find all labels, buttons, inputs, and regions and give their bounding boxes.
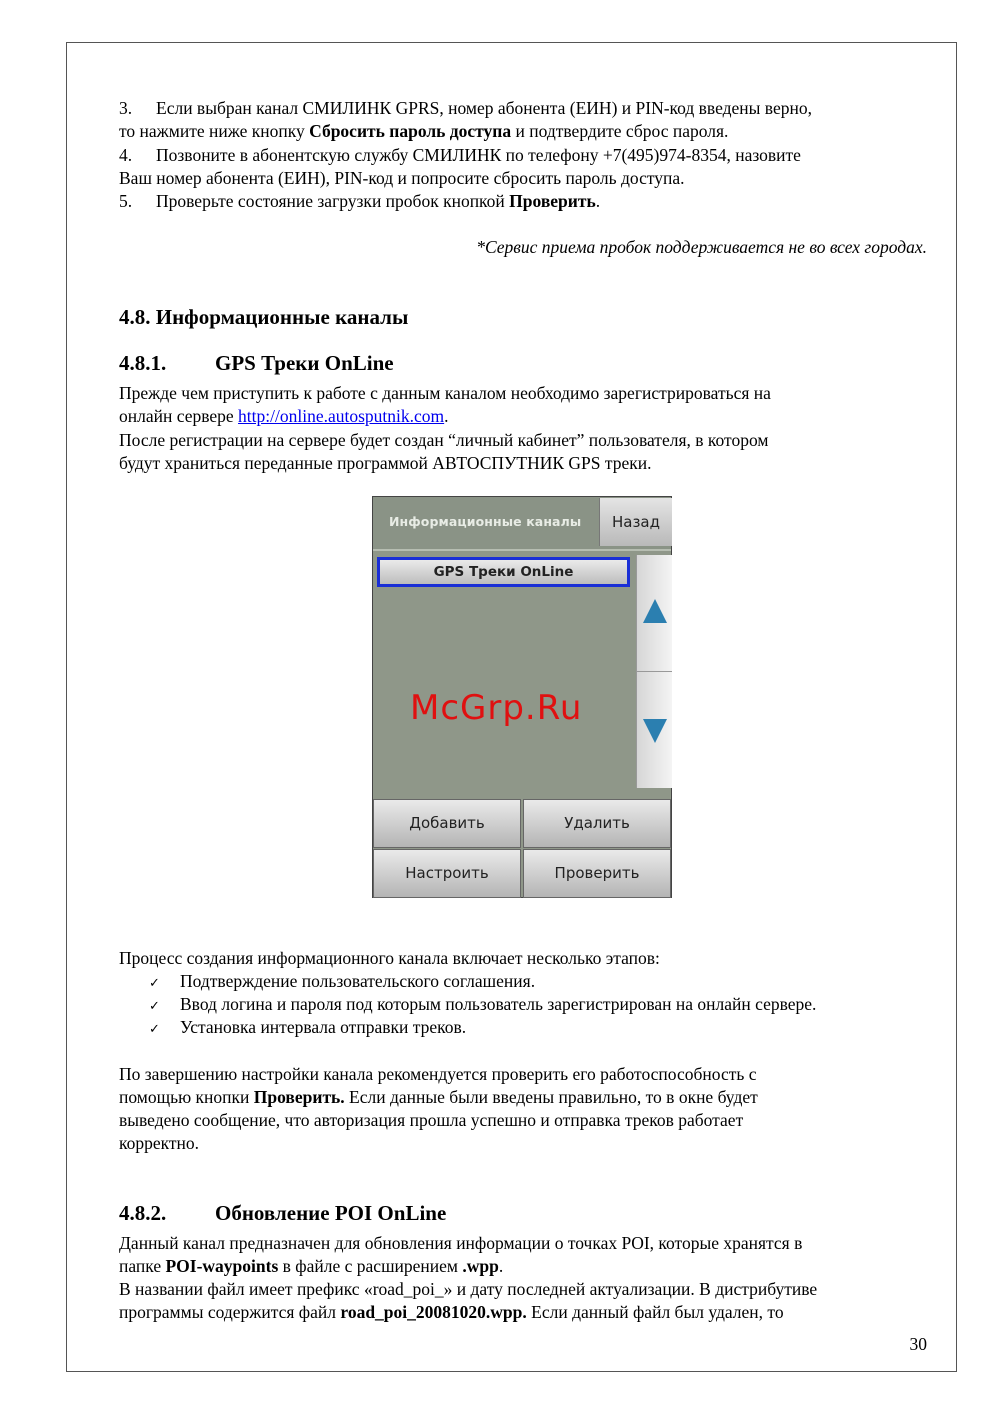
process-item-3: ✓ Установка интервала отправки треков. xyxy=(149,1016,466,1041)
poi-para-line3: В названии файл имеет префикс «road_poi_» и дату последней актуализации. В дистрибутиве xyxy=(119,1279,818,1299)
process-item-2: ✓ Ввод логина и пароля под которым пользователь зарегистрирован на онлайн сервере. xyxy=(149,993,816,1018)
channel-list-item[interactable]: GPS Треки OnLine xyxy=(377,557,630,587)
check-para-line3: выведено сообщение, что авторизация прошла успешно и отправка треков работает xyxy=(119,1110,744,1130)
section-heading-4-8-2: 4.8.2. Обновление POI OnLine xyxy=(119,1201,447,1225)
scrollbar-divider xyxy=(637,671,672,672)
header-separator xyxy=(373,549,671,551)
check-para-line1: По завершению настройки канала рекомендуется проверить его работоспособность с xyxy=(119,1064,757,1084)
add-button[interactable]: Добавить xyxy=(373,799,521,848)
step-4-line2: Ваш номер абонента (ЕИН), PIN-код и попросите сбросить пароль доступа. xyxy=(119,168,685,188)
intro-line2: онлайн сервере http://online.autosputnik.com. xyxy=(119,406,449,426)
configure-button[interactable]: Настроить xyxy=(373,849,521,898)
page-number: 30 xyxy=(909,1334,927,1354)
screenshot-header xyxy=(373,497,671,549)
intro-line1: Прежде чем приступить к работе с данным каналом необходимо зарегистрироваться на xyxy=(119,383,771,403)
scroll-up-icon[interactable] xyxy=(643,599,667,623)
delete-button[interactable]: Удалить xyxy=(523,799,671,848)
poi-para-line2: папке POI-waypoints в файле с расширением .wpp. xyxy=(119,1256,504,1276)
checkmark-icon: ✓ xyxy=(149,976,160,991)
screenshot-title: Информационные каналы xyxy=(389,514,582,529)
process-item-1: ✓ Подтверждение пользовательского соглашения. xyxy=(149,970,535,995)
service-note: *Сервис приема пробок поддерживается не во всех городах. xyxy=(476,237,927,257)
intro-line3: После регистрации на сервере будет создан “личный кабинет” пользователя, в котором xyxy=(119,430,769,450)
check-para-line2: помощью кнопки Проверить. Если данные были введены правильно, то в окне будет xyxy=(119,1087,758,1107)
scrollbar[interactable] xyxy=(636,555,672,788)
section-heading-4-8: 4.8. Информационные каналы xyxy=(119,305,409,329)
check-button[interactable]: Проверить xyxy=(523,849,671,898)
process-intro: Процесс создания информационного канала включает несколько этапов: xyxy=(119,948,660,968)
step-5-line1: 5. Проверьте состояние загрузки пробок кнопкой Проверить. xyxy=(119,191,601,211)
intro-line4: будут храниться переданные программой АВТОСПУТНИК GPS треки. xyxy=(119,453,652,473)
step-3-line2: то нажмите ниже кнопку Сбросить пароль доступа и подтвердите сброс пароля. xyxy=(119,121,729,141)
autosputnik-link[interactable]: http://online.autosputnik.com xyxy=(238,406,445,426)
check-para-line4: корректно. xyxy=(119,1133,200,1153)
checkmark-icon: ✓ xyxy=(149,1022,160,1037)
poi-para-line1: Данный канал предназначен для обновления информации о точках POI, которые хранятся в xyxy=(119,1233,803,1253)
scroll-down-icon[interactable] xyxy=(643,719,667,743)
back-button[interactable]: Назад xyxy=(599,498,672,546)
watermark: McGrp.Ru xyxy=(410,688,583,728)
section-heading-4-8-1: 4.8.1. GPS Треки OnLine xyxy=(119,351,394,375)
poi-para-line4: программы содержится файл road_poi_20081020.wpp. Если данный файл был удален, то xyxy=(119,1302,784,1322)
step-4-line1: 4. Позвоните в абонентскую службу СМИЛИНК по телефону +7(495)974-8354, назовите xyxy=(119,145,801,165)
step-3-line1: 3. Если выбран канал СМИЛИНК GPRS, номер абонента (ЕИН) и PIN-код введены верно, xyxy=(119,98,812,118)
checkmark-icon: ✓ xyxy=(149,999,160,1014)
